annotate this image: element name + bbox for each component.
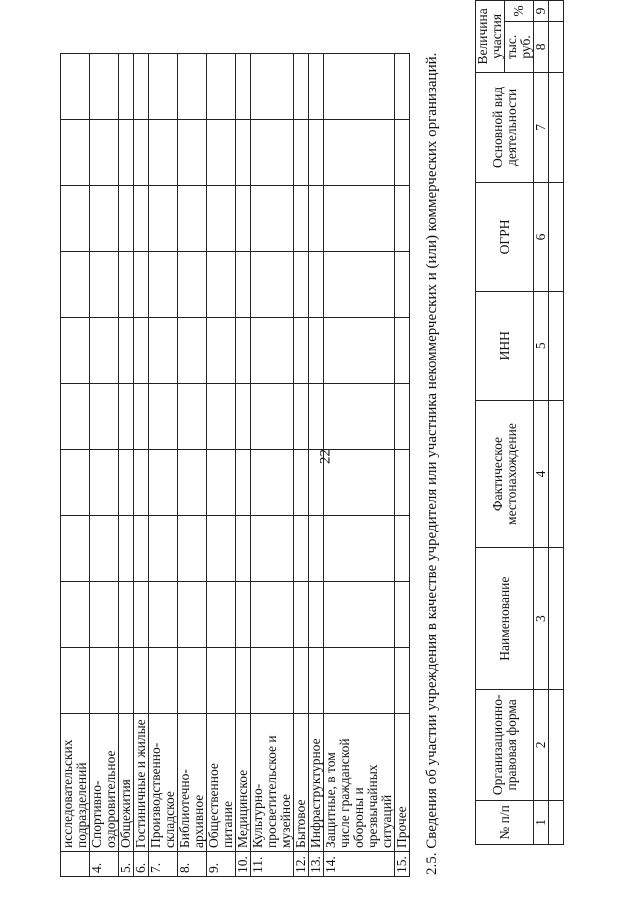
- empty-cell: [119, 318, 134, 384]
- empty-cell: [90, 582, 119, 648]
- table-row: [251, 54, 294, 877]
- row-number: 5.: [119, 852, 134, 877]
- empty-cell: [549, 72, 564, 182]
- empty-cell: [324, 384, 395, 450]
- empty-cell: [149, 384, 178, 450]
- row-number: 11.: [251, 852, 294, 877]
- empty-cell: [324, 648, 395, 714]
- empty-cell: [134, 384, 149, 450]
- empty-cell: [324, 516, 395, 582]
- empty-cell: [395, 450, 410, 516]
- index-cell: 1: [534, 800, 549, 844]
- header-inn: ИНН: [476, 291, 534, 400]
- empty-cell: [178, 252, 207, 318]
- row-number: 10.: [236, 852, 251, 877]
- empty-cell: [90, 252, 119, 318]
- empty-cell: [61, 648, 90, 714]
- empty-cell: [395, 648, 410, 714]
- empty-cell: [119, 252, 134, 318]
- empty-cell: [178, 120, 207, 186]
- index-cell: 8: [534, 22, 549, 73]
- empty-cell: [294, 186, 309, 252]
- empty-cell: [90, 120, 119, 186]
- empty-cell: [178, 450, 207, 516]
- index-cell: 5: [534, 291, 549, 400]
- table-row: [178, 54, 207, 877]
- empty-cell: [207, 384, 236, 450]
- empty-cell: [251, 516, 294, 582]
- table-row: [61, 54, 90, 877]
- table-row: [309, 54, 324, 877]
- empty-cell: [324, 54, 395, 120]
- empty-cell: [236, 384, 251, 450]
- empty-cell: [134, 648, 149, 714]
- table-row: [294, 54, 309, 877]
- header-activity: Основной вид деятельности: [476, 72, 534, 182]
- empty-cell: [61, 384, 90, 450]
- table-row: [324, 54, 395, 877]
- empty-cell: [294, 582, 309, 648]
- empty-cell: [251, 252, 294, 318]
- empty-cell: [61, 252, 90, 318]
- empty-cell: [90, 54, 119, 120]
- empty-cell: [251, 384, 294, 450]
- empty-cell: [549, 291, 564, 400]
- row-number: 12.: [294, 852, 309, 877]
- empty-cell: [207, 54, 236, 120]
- empty-cell: [251, 120, 294, 186]
- empty-cell: [236, 318, 251, 384]
- empty-cell: [236, 54, 251, 120]
- empty-cell: [294, 252, 309, 318]
- empty-cell: [119, 450, 134, 516]
- empty-cell: [309, 186, 324, 252]
- table-row: [207, 54, 236, 877]
- row-number: 15.: [395, 852, 410, 877]
- empty-cell: [207, 516, 236, 582]
- empty-cell: [294, 450, 309, 516]
- empty-cell: [236, 450, 251, 516]
- empty-cell: [309, 120, 324, 186]
- empty-cell: [236, 582, 251, 648]
- header-name: Наименование: [476, 548, 534, 689]
- empty-cell: [294, 516, 309, 582]
- empty-cell: [207, 648, 236, 714]
- empty-cell: [309, 384, 324, 450]
- empty-cell: [324, 318, 395, 384]
- empty-cell: [309, 648, 324, 714]
- empty-cell: [251, 648, 294, 714]
- index-row: [534, 1, 549, 845]
- empty-cell: [549, 800, 564, 844]
- empty-cell: [119, 186, 134, 252]
- row-number: 14.: [324, 852, 395, 877]
- empty-cell: [309, 450, 324, 516]
- row-name: Медицинское: [236, 714, 251, 852]
- empty-cell: [549, 1, 564, 22]
- empty-cell: [178, 648, 207, 714]
- empty-cell: [149, 186, 178, 252]
- empty-cell: [395, 54, 410, 120]
- row-name: Производственно-складское: [149, 714, 178, 852]
- empty-cell: [149, 120, 178, 186]
- empty-cell: [149, 450, 178, 516]
- empty-cell: [178, 384, 207, 450]
- empty-cell: [395, 516, 410, 582]
- row-name: Спортивно-оздоровительное: [90, 714, 119, 852]
- empty-cell: [395, 252, 410, 318]
- index-cell: 6: [534, 182, 549, 291]
- table-row: [134, 54, 149, 877]
- row-number: [61, 852, 90, 877]
- empty-cell: [61, 582, 90, 648]
- row-number: 13.: [309, 852, 324, 877]
- empty-cell: [324, 450, 395, 516]
- empty-cell: [207, 186, 236, 252]
- empty-cell: [236, 186, 251, 252]
- participation-table: [475, 0, 564, 845]
- empty-cell: [207, 252, 236, 318]
- row-name: Общественное питание: [207, 714, 236, 852]
- empty-cell: [149, 582, 178, 648]
- empty-cell: [236, 120, 251, 186]
- empty-cell: [134, 54, 149, 120]
- empty-cell: [207, 582, 236, 648]
- empty-cell: [207, 318, 236, 384]
- empty-cell: [178, 186, 207, 252]
- empty-cell: [309, 582, 324, 648]
- row-name: Библиотечно-архивное: [178, 714, 207, 852]
- empty-cell: [61, 186, 90, 252]
- empty-cell: [549, 182, 564, 291]
- row-name: Прочее: [395, 714, 410, 852]
- row-number: 9.: [207, 852, 236, 877]
- empty-cell: [549, 689, 564, 800]
- row-number: 4.: [90, 852, 119, 877]
- row-number: 6.: [134, 852, 149, 877]
- empty-cell: [324, 582, 395, 648]
- table-row: [236, 54, 251, 877]
- empty-cell: [134, 318, 149, 384]
- empty-cell: [251, 186, 294, 252]
- empty-cell: [251, 582, 294, 648]
- empty-cell: [61, 54, 90, 120]
- header-num: № п/п: [476, 800, 534, 844]
- header-location: Фактическое местонахождение: [476, 400, 534, 548]
- empty-cell: [251, 450, 294, 516]
- header-ogrn: ОГРН: [476, 182, 534, 291]
- header-rub: тыс. руб.: [505, 22, 534, 73]
- empty-cell: [134, 582, 149, 648]
- empty-cell: [149, 516, 178, 582]
- row-name: Защитные, в том числе гражданской обороны и чрезвычайных ситуаций: [324, 714, 395, 852]
- header-participation: Величина участия: [476, 1, 505, 73]
- empty-cell: [90, 450, 119, 516]
- empty-cell: [119, 582, 134, 648]
- empty-cell: [236, 648, 251, 714]
- empty-cell: [90, 186, 119, 252]
- empty-cell: [324, 252, 395, 318]
- empty-cell: [236, 516, 251, 582]
- empty-cell: [309, 252, 324, 318]
- empty-cell: [395, 582, 410, 648]
- empty-cell: [134, 516, 149, 582]
- empty-cell: [90, 384, 119, 450]
- empty-cell: [61, 450, 90, 516]
- empty-cell: [251, 318, 294, 384]
- empty-cell: [149, 54, 178, 120]
- empty-cell: [236, 252, 251, 318]
- empty-cell: [207, 120, 236, 186]
- empty-cell: [294, 54, 309, 120]
- empty-cell: [395, 318, 410, 384]
- section-title: 2.5. Сведения об участии учреждения в качестве учредителя или участника некоммерческих и (или) коммерческих организаций.: [424, 52, 440, 875]
- empty-cell: [90, 648, 119, 714]
- empty-cell: [549, 400, 564, 548]
- empty-cell: [119, 54, 134, 120]
- empty-cell: [178, 516, 207, 582]
- empty-cell: [549, 548, 564, 689]
- row-name: исследовательских подразделений: [61, 714, 90, 852]
- table-row: [395, 54, 410, 877]
- table-row: [90, 54, 119, 877]
- empty-cell: [119, 516, 134, 582]
- empty-cell: [178, 318, 207, 384]
- empty-cell: [324, 120, 395, 186]
- index-cell: 4: [534, 400, 549, 548]
- empty-cell: [134, 450, 149, 516]
- property-usage-table: [60, 53, 410, 877]
- row-number: 7.: [149, 852, 178, 877]
- empty-cell: [61, 318, 90, 384]
- empty-cell: [149, 252, 178, 318]
- empty-cell: [309, 318, 324, 384]
- row-name: Общежития: [119, 714, 134, 852]
- row-name: Гостиничные и жилые: [134, 714, 149, 852]
- empty-row: [549, 1, 564, 845]
- index-cell: 2: [534, 689, 549, 800]
- empty-cell: [251, 54, 294, 120]
- empty-cell: [549, 22, 564, 73]
- row-number: 8.: [178, 852, 207, 877]
- header-pct: %: [505, 1, 534, 22]
- empty-cell: [134, 186, 149, 252]
- empty-cell: [309, 516, 324, 582]
- row-name: Бытовое: [294, 714, 309, 852]
- row-name: Культурно-просветительское и музейное: [251, 714, 294, 852]
- index-cell: 9: [534, 1, 549, 22]
- empty-cell: [149, 318, 178, 384]
- index-cell: 3: [534, 548, 549, 689]
- empty-cell: [134, 252, 149, 318]
- header-org-form: Организационно-правовая форма: [476, 689, 534, 800]
- empty-cell: [119, 120, 134, 186]
- empty-cell: [178, 582, 207, 648]
- empty-cell: [294, 648, 309, 714]
- empty-cell: [324, 186, 395, 252]
- index-cell: 7: [534, 72, 549, 182]
- empty-cell: [149, 648, 178, 714]
- empty-cell: [61, 120, 90, 186]
- property-usage-table-body: [61, 54, 410, 877]
- empty-cell: [395, 120, 410, 186]
- empty-cell: [294, 318, 309, 384]
- empty-cell: [61, 516, 90, 582]
- empty-cell: [294, 384, 309, 450]
- row-name: Инфраструктурное: [309, 714, 324, 852]
- empty-cell: [178, 54, 207, 120]
- empty-cell: [207, 450, 236, 516]
- empty-cell: [309, 54, 324, 120]
- empty-cell: [395, 186, 410, 252]
- empty-cell: [90, 318, 119, 384]
- table-row: [119, 54, 134, 877]
- empty-cell: [119, 648, 134, 714]
- empty-cell: [90, 516, 119, 582]
- empty-cell: [294, 120, 309, 186]
- empty-cell: [395, 384, 410, 450]
- page-number: 22: [317, 449, 334, 464]
- empty-cell: [119, 384, 134, 450]
- table-row: [149, 54, 178, 877]
- empty-cell: [134, 120, 149, 186]
